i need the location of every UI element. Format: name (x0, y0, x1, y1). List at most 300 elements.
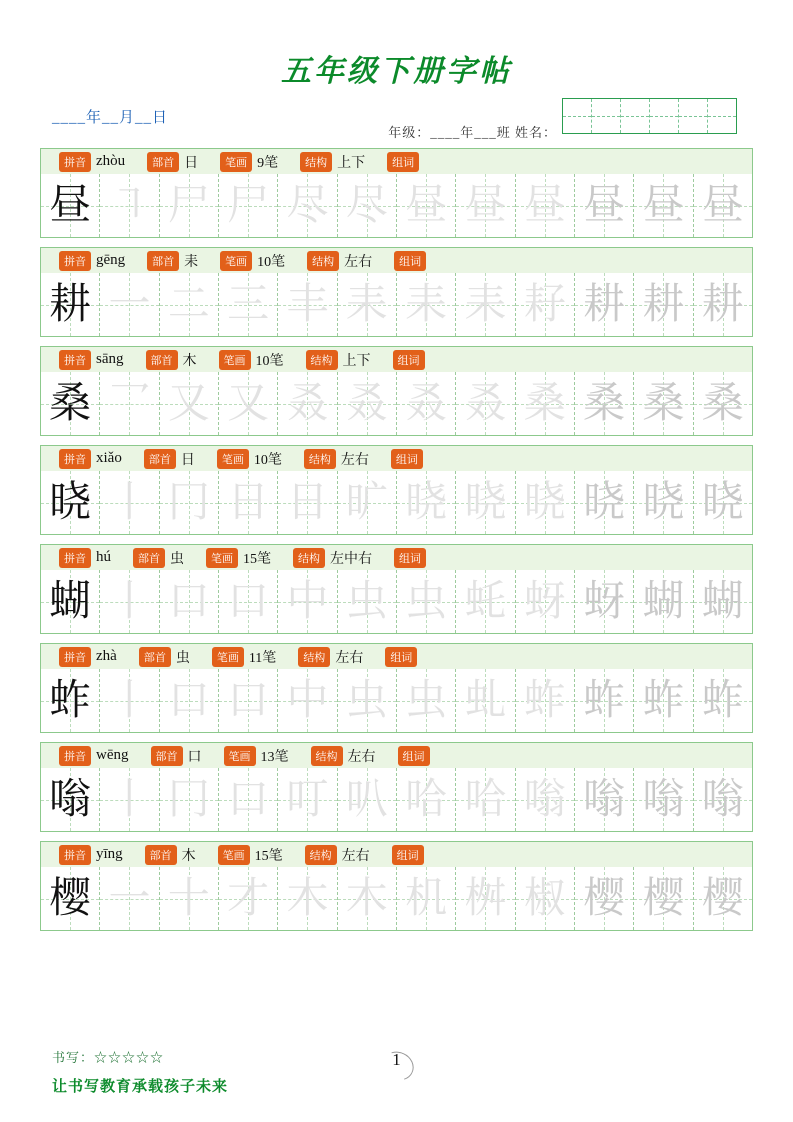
practice-cell[interactable] (456, 669, 515, 732)
words-field[interactable] (387, 152, 605, 172)
pinyin-label: 拼音 (59, 449, 91, 469)
practice-cell[interactable] (575, 273, 634, 336)
practice-cell[interactable] (160, 867, 219, 930)
character-glyph: 三 (227, 281, 270, 328)
structure-value: 上下 (342, 353, 371, 369)
character-glyph: 嗡 (642, 776, 685, 823)
practice-cell[interactable] (634, 768, 693, 831)
model-character-cell[interactable] (41, 867, 100, 930)
strokes-value: 15笔 (254, 848, 283, 864)
practice-cell[interactable] (694, 768, 752, 831)
practice-cell[interactable] (516, 669, 575, 732)
practice-grid (41, 669, 752, 732)
words-field[interactable] (394, 548, 612, 568)
model-character-cell[interactable] (41, 174, 100, 237)
practice-cell[interactable] (397, 174, 456, 237)
practice-cell[interactable] (575, 471, 634, 534)
practice-cell[interactable] (219, 372, 278, 435)
practice-cell[interactable] (575, 570, 634, 633)
structure-value: 左右 (335, 650, 364, 666)
strokes-label: 笔画 (218, 845, 250, 865)
practice-cell[interactable] (100, 273, 159, 336)
character-glyph: 虫 (405, 677, 448, 724)
words-label: 组词 (387, 152, 419, 172)
character-glyph: 木 (345, 875, 388, 922)
practice-cell[interactable] (219, 570, 278, 633)
words-field[interactable] (393, 350, 611, 370)
character-glyph: 晓 (583, 479, 626, 526)
radical-value: 虫 (175, 650, 190, 666)
character-entry (40, 841, 753, 931)
character-glyph: 中 (286, 578, 329, 625)
header-row (40, 90, 753, 148)
practice-cell[interactable] (456, 273, 515, 336)
strokes-label: 笔画 (206, 548, 238, 568)
strokes-label: 笔画 (224, 746, 256, 766)
character-glyph: 口 (227, 677, 270, 724)
character-glyph: 晓 (464, 479, 507, 526)
practice-cell[interactable] (575, 669, 634, 732)
strokes-value: 13笔 (260, 749, 289, 765)
character-meta-row (41, 347, 752, 372)
practice-cell[interactable] (634, 174, 693, 237)
character-glyph: 叒 (286, 380, 329, 427)
radical-value: 日 (180, 452, 195, 468)
practice-cell[interactable] (219, 273, 278, 336)
character-glyph: 耕 (49, 281, 92, 328)
radical-value: 木 (181, 848, 196, 864)
practice-cell[interactable] (634, 471, 693, 534)
character-glyph: 叒 (405, 380, 448, 427)
strokes-value: 9笔 (257, 155, 279, 171)
practice-cell[interactable] (634, 273, 693, 336)
radical-label: 部首 (139, 647, 171, 667)
practice-cell[interactable] (100, 867, 159, 930)
radical-label: 部首 (144, 449, 176, 469)
character-glyph: 樱 (49, 875, 92, 922)
practice-cell[interactable] (160, 768, 219, 831)
radical-value: 虫 (170, 551, 184, 567)
practice-grid (41, 174, 752, 237)
name-grid-cell[interactable] (679, 99, 708, 133)
practice-cell[interactable] (456, 570, 515, 633)
pinyin-value: xiǎo (96, 450, 122, 466)
character-glyph: 尸 (167, 182, 210, 229)
practice-cell[interactable] (100, 471, 159, 534)
character-glyph: 口 (167, 578, 210, 625)
practice-cell[interactable] (694, 471, 752, 534)
character-entry (40, 445, 753, 535)
name-grid-cell[interactable] (592, 99, 621, 133)
character-glyph: 尽 (286, 182, 329, 229)
practice-cell[interactable] (694, 669, 752, 732)
practice-cell[interactable] (516, 471, 575, 534)
practice-cell[interactable] (397, 570, 456, 633)
words-field[interactable] (394, 251, 612, 271)
practice-cell[interactable] (397, 669, 456, 732)
words-field[interactable] (385, 647, 603, 667)
practice-cell[interactable] (456, 471, 515, 534)
practice-cell[interactable] (160, 669, 219, 732)
practice-cell[interactable] (278, 174, 337, 237)
strokes-value: 10笔 (255, 353, 284, 369)
model-character-cell[interactable] (41, 273, 100, 336)
character-glyph: 日 (227, 479, 270, 526)
character-glyph: 蚱 (583, 677, 626, 724)
character-glyph: 虫 (345, 578, 388, 625)
radical-value: 木 (182, 353, 197, 369)
character-glyph: 嗡 (583, 776, 626, 823)
practice-cell[interactable] (338, 867, 397, 930)
character-glyph: 丰 (286, 281, 329, 328)
pinyin-label: 拼音 (59, 845, 91, 865)
practice-cell[interactable] (338, 669, 397, 732)
practice-cell[interactable] (397, 273, 456, 336)
structure-value: 左右 (347, 749, 376, 765)
practice-cell[interactable] (516, 570, 575, 633)
name-grid-cell[interactable] (708, 99, 736, 133)
practice-cell[interactable] (219, 174, 278, 237)
practice-cell[interactable] (278, 372, 337, 435)
pinyin-value: zhòu (96, 153, 126, 169)
structure-label: 结构 (306, 350, 338, 370)
model-character-cell[interactable] (41, 471, 100, 534)
character-glyph: 机 (405, 875, 448, 922)
character-glyph: 乛 (108, 380, 151, 427)
character-glyph: 昼 (49, 182, 92, 229)
practice-cell[interactable] (575, 768, 634, 831)
structure-label: 结构 (305, 845, 337, 865)
name-grid-cell[interactable] (563, 99, 592, 133)
character-glyph: 耕 (701, 281, 744, 328)
practice-cell[interactable] (100, 669, 159, 732)
character-glyph: 樱 (583, 875, 626, 922)
character-glyph: ㇕ (108, 182, 151, 229)
practice-cell[interactable] (456, 768, 515, 831)
character-glyph: 蚜 (523, 578, 566, 625)
words-label: 组词 (393, 350, 425, 370)
practice-cell[interactable] (634, 570, 693, 633)
strokes-value: 10笔 (253, 452, 282, 468)
model-character-cell[interactable] (41, 768, 100, 831)
practice-cell[interactable] (694, 273, 752, 336)
character-glyph: 又 (227, 380, 270, 427)
practice-grid (41, 471, 752, 534)
strokes-value: 10笔 (257, 254, 286, 270)
words-field[interactable] (391, 449, 609, 469)
pinyin-label: 拼音 (59, 548, 91, 568)
practice-cell[interactable] (219, 768, 278, 831)
character-glyph: 蚱 (642, 677, 685, 724)
character-glyph: 一 (108, 875, 151, 922)
pinyin-value: wēng (96, 747, 129, 763)
character-glyph: 昼 (464, 182, 507, 229)
radical-label: 部首 (133, 548, 165, 568)
pinyin-label: 拼音 (59, 647, 91, 667)
character-glyph: 桑 (523, 380, 566, 427)
pinyin-label: 拼音 (59, 350, 91, 370)
character-glyph: 昼 (701, 182, 744, 229)
practice-cell[interactable] (338, 273, 397, 336)
radical-label: 部首 (151, 746, 183, 766)
practice-cell[interactable] (160, 570, 219, 633)
practice-cell[interactable] (160, 174, 219, 237)
practice-cell[interactable] (219, 669, 278, 732)
pinyin-value: sāng (96, 351, 124, 367)
practice-cell[interactable] (575, 174, 634, 237)
words-label: 组词 (391, 449, 423, 469)
practice-cell[interactable] (575, 372, 634, 435)
character-meta-row (41, 545, 752, 570)
character-glyph: 蝴 (642, 578, 685, 625)
practice-cell[interactable] (338, 471, 397, 534)
character-entry (40, 643, 753, 733)
character-glyph: 昼 (583, 182, 626, 229)
pinyin-label: 拼音 (59, 152, 91, 172)
character-glyph: 丨 (108, 578, 151, 625)
pinyin-value: hú (96, 549, 111, 565)
practice-cell[interactable] (694, 867, 752, 930)
character-glyph: 口 (227, 776, 270, 823)
structure-value: 左中右 (330, 551, 372, 567)
practice-cell[interactable] (456, 867, 515, 930)
character-glyph: 尽 (345, 182, 388, 229)
practice-cell[interactable] (575, 867, 634, 930)
character-glyph: 叒 (345, 380, 388, 427)
practice-cell[interactable] (516, 768, 575, 831)
character-glyph: 桑 (583, 380, 626, 427)
practice-cell[interactable] (456, 174, 515, 237)
page-number (380, 1050, 414, 1080)
character-glyph: 嗡 (701, 776, 744, 823)
structure-label: 结构 (304, 449, 336, 469)
character-glyph: 虬 (464, 677, 507, 724)
name-grid-cell[interactable] (650, 99, 679, 133)
character-meta-row (41, 842, 752, 867)
character-glyph: 桝 (464, 875, 507, 922)
character-glyph: 桑 (49, 380, 92, 427)
character-glyph: 蚱 (49, 677, 92, 724)
radical-value: 耒 (184, 254, 199, 270)
character-entry (40, 346, 753, 436)
practice-cell[interactable] (100, 768, 159, 831)
structure-value: 左右 (341, 848, 370, 864)
practice-cell[interactable] (634, 867, 693, 930)
page-number-value: 1 (392, 1050, 401, 1069)
structure-label: 结构 (293, 548, 325, 568)
model-character-cell[interactable] (41, 669, 100, 732)
character-glyph: 嗡 (523, 776, 566, 823)
character-glyph: 哈 (464, 776, 507, 823)
character-glyph: 桑 (642, 380, 685, 427)
practice-cell[interactable] (516, 273, 575, 336)
character-glyph: 虴 (464, 578, 507, 625)
character-glyph: 虫 (405, 578, 448, 625)
date-line: ____年__月__日 (52, 110, 169, 126)
practice-cell[interactable] (219, 471, 278, 534)
handwriting-rating-stars[interactable]: ☆☆☆☆☆ (94, 1050, 165, 1065)
strokes-label: 笔画 (217, 449, 249, 469)
strokes-label: 笔画 (212, 647, 244, 667)
practice-cell[interactable] (516, 174, 575, 237)
words-label: 组词 (392, 845, 424, 865)
pinyin-label: 拼音 (59, 251, 91, 271)
radical-label: 部首 (147, 152, 179, 172)
character-glyph: 木 (286, 875, 329, 922)
practice-grid (41, 867, 752, 930)
radical-label: 部首 (145, 845, 177, 865)
practice-cell[interactable] (694, 174, 752, 237)
pinyin-value: zhà (96, 648, 117, 664)
character-glyph: 桑 (701, 380, 744, 427)
character-glyph: 晓 (642, 479, 685, 526)
practice-cell[interactable] (100, 570, 159, 633)
character-glyph: 耕 (642, 281, 685, 328)
practice-cell[interactable] (100, 174, 159, 237)
character-glyph: 耒 (345, 281, 388, 328)
practice-cell[interactable] (278, 570, 337, 633)
character-entry-list (40, 148, 753, 931)
words-label: 组词 (394, 548, 426, 568)
character-glyph: 十 (167, 875, 210, 922)
practice-cell[interactable] (456, 372, 515, 435)
character-glyph: 蚱 (523, 677, 566, 724)
structure-label: 结构 (300, 152, 332, 172)
character-glyph: 一 (108, 281, 151, 328)
pinyin-label: 拼音 (59, 746, 91, 766)
practice-cell[interactable] (338, 768, 397, 831)
character-glyph: 叭 (345, 776, 388, 823)
character-meta-row (41, 248, 752, 273)
practice-cell[interactable] (694, 570, 752, 633)
character-glyph: 又 (167, 380, 210, 427)
words-field[interactable] (398, 746, 616, 766)
character-glyph: 昼 (405, 182, 448, 229)
character-entry (40, 742, 753, 832)
character-glyph: 冂 (167, 479, 210, 526)
character-glyph: 虫 (345, 677, 388, 724)
character-glyph: 耒 (405, 281, 448, 328)
practice-cell[interactable] (338, 372, 397, 435)
character-glyph: 蝴 (49, 578, 92, 625)
character-glyph: 丨 (108, 479, 151, 526)
character-glyph: 蚱 (701, 677, 744, 724)
practice-cell[interactable] (634, 372, 693, 435)
character-glyph: 耒 (464, 281, 507, 328)
character-meta-row (41, 644, 752, 669)
practice-cell[interactable] (278, 768, 337, 831)
practice-cell[interactable] (278, 669, 337, 732)
character-glyph: 才 (227, 875, 270, 922)
character-glyph: 旷 (345, 479, 388, 526)
structure-value: 左右 (340, 452, 369, 468)
character-glyph: 丨 (108, 776, 151, 823)
strokes-label: 笔画 (220, 251, 252, 271)
pinyin-value: yīng (96, 846, 123, 862)
strokes-label: 笔画 (220, 152, 252, 172)
practice-cell[interactable] (397, 372, 456, 435)
character-glyph: 中 (286, 677, 329, 724)
practice-cell[interactable] (278, 471, 337, 534)
practice-grid (41, 273, 752, 336)
character-glyph: 口 (167, 677, 210, 724)
structure-value: 上下 (337, 155, 366, 171)
page-title: 五年级下册字帖 (281, 55, 512, 88)
structure-label: 结构 (307, 251, 339, 271)
character-glyph: 耕 (583, 281, 626, 328)
character-glyph: 丨 (108, 677, 151, 724)
practice-cell[interactable] (694, 372, 752, 435)
model-character-cell[interactable] (41, 570, 100, 633)
character-glyph: 昼 (642, 182, 685, 229)
words-label: 组词 (398, 746, 430, 766)
practice-grid (41, 768, 752, 831)
character-meta-row (41, 446, 752, 471)
practice-cell[interactable] (219, 867, 278, 930)
character-glyph: 蝴 (701, 578, 744, 625)
practice-cell[interactable] (397, 471, 456, 534)
character-glyph: 晓 (405, 479, 448, 526)
practice-cell[interactable] (100, 372, 159, 435)
radical-label: 部首 (147, 251, 179, 271)
structure-label: 结构 (298, 647, 330, 667)
pinyin-value: gēng (96, 252, 126, 268)
character-glyph: 昼 (523, 182, 566, 229)
strokes-value: 11笔 (248, 650, 277, 666)
practice-cell[interactable] (160, 372, 219, 435)
radical-value: 日 (184, 155, 199, 171)
character-meta-row (41, 149, 752, 174)
radical-value: 口 (187, 749, 202, 765)
handwriting-rating-label: 书写： (52, 1050, 95, 1065)
practice-cell[interactable] (634, 669, 693, 732)
radical-label: 部首 (146, 350, 178, 370)
words-field[interactable] (392, 845, 610, 865)
practice-cell[interactable] (397, 867, 456, 930)
practice-cell[interactable] (397, 768, 456, 831)
character-entry (40, 148, 753, 238)
strokes-value: 15笔 (243, 551, 271, 567)
character-glyph: 晓 (523, 479, 566, 526)
character-entry (40, 544, 753, 634)
name-grid-cell[interactable] (621, 99, 650, 133)
practice-cell[interactable] (278, 867, 337, 930)
structure-value: 左右 (344, 254, 373, 270)
character-glyph: 口 (227, 578, 270, 625)
character-glyph: 日 (286, 479, 329, 526)
practice-cell[interactable] (278, 273, 337, 336)
character-glyph: 樱 (701, 875, 744, 922)
character-glyph: 尸 (227, 182, 270, 229)
character-glyph: 叒 (464, 380, 507, 427)
character-glyph: 哈 (405, 776, 448, 823)
name-grid (562, 98, 737, 134)
practice-cell[interactable] (516, 867, 575, 930)
practice-cell[interactable] (338, 570, 397, 633)
practice-grid (41, 570, 752, 633)
character-meta-row (41, 743, 752, 768)
practice-cell[interactable] (516, 372, 575, 435)
practice-cell[interactable] (338, 174, 397, 237)
character-glyph: 晓 (701, 479, 744, 526)
character-glyph: 椒 (523, 875, 566, 922)
practice-cell[interactable] (160, 273, 219, 336)
character-glyph: 晓 (49, 479, 92, 526)
character-glyph: 嗡 (49, 776, 92, 823)
practice-cell[interactable] (160, 471, 219, 534)
character-glyph: 叮 (286, 776, 329, 823)
model-character-cell[interactable] (41, 372, 100, 435)
